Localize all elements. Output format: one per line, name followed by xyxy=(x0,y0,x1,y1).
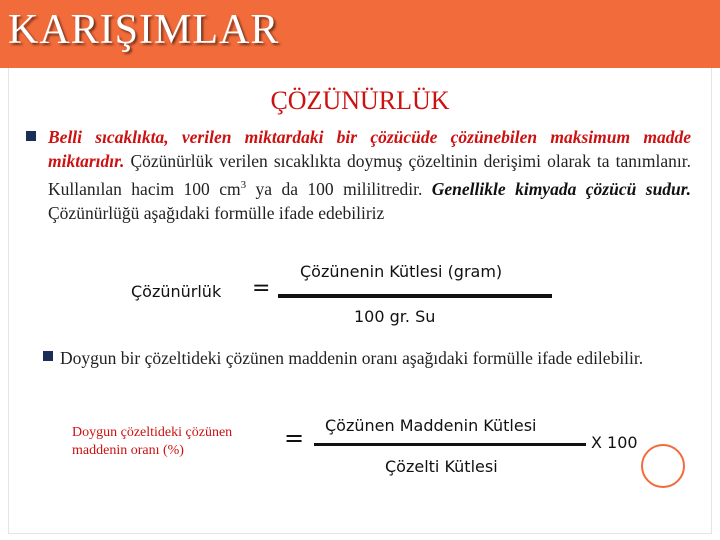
square-bullet-icon xyxy=(26,131,36,141)
formula1-denominator: 100 gr. Su xyxy=(354,307,436,326)
definition-bold-italic: Genellikle kimyada çözücü sudur. xyxy=(431,178,692,199)
definition-superscript: 3 xyxy=(240,179,247,191)
formula2-fraction-bar xyxy=(314,443,586,446)
ratio-text: Doygun bir çözeltideki çözünen maddenin oranı aşağıdaki formülle ifade edilebilir. xyxy=(60,348,644,368)
formula2-label: Doygun çözeltideki çözünen maddenin oranı (%) xyxy=(72,425,233,458)
circle-decoration-icon xyxy=(641,444,685,488)
formula2-multiplier: X 100 xyxy=(591,433,638,452)
formula1-equals: = xyxy=(252,276,271,301)
formula1-fraction-bar xyxy=(278,294,552,298)
formula1-numerator: Çözünenin Kütlesi (gram) xyxy=(300,262,503,281)
slide-subtitle: ÇÖZÜNÜRLÜK xyxy=(270,86,450,115)
title-bar xyxy=(0,0,720,68)
slide-title: KARIŞIMLAR xyxy=(8,7,280,53)
formula1-label: Çözünürlük xyxy=(131,282,222,301)
definition-highlight: Belli sıcaklıkta, verilen miktardaki bir çözücüde çözünebilen maksimum madde miktarıdır. xyxy=(48,127,691,171)
definition-text-3: Çözünürlüğü aşağıdaki formülle ifade edebiliriz xyxy=(48,202,385,223)
paragraph-ratio xyxy=(40,347,688,370)
formula2-numerator: Çözünen Maddenin Kütlesi xyxy=(325,416,537,435)
definition-text-2: ya da 100 mililitredir. xyxy=(246,178,432,199)
definition-text-1: Çözünürlük verilen sıcaklıkta doymuş çözeltinin derişimi olarak ta tanımlanır. Kullanılan hacim 100 cm xyxy=(48,151,691,199)
formula2-equals: = xyxy=(284,424,305,452)
paragraph-definition xyxy=(48,125,691,225)
formula2-denominator: Çözelti Kütlesi xyxy=(385,457,498,476)
